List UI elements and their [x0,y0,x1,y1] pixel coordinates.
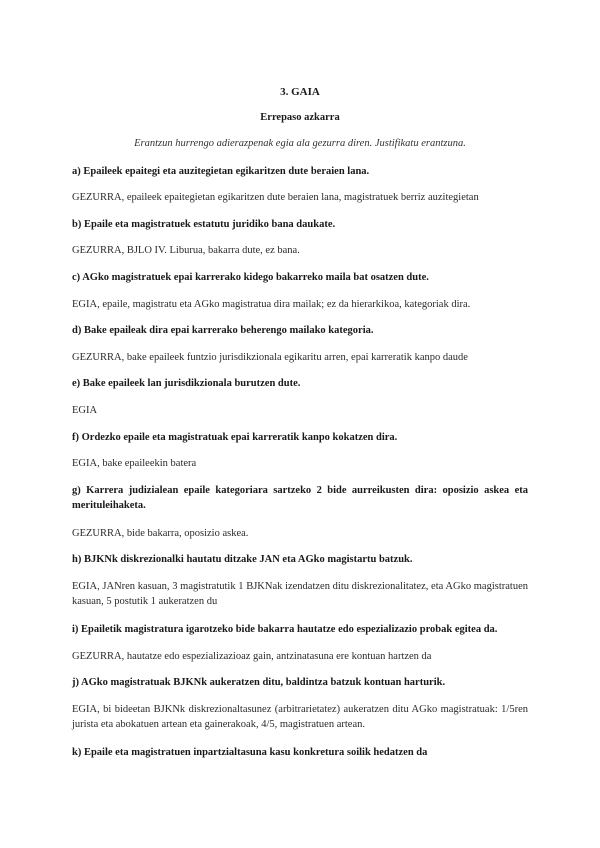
question-c: c) AGko magistratuek epai karrerako kidego bakarreko maila bat osatzen dute. [72,272,429,283]
question-g: g) Karrera judizialean epaile kategoriara sartzeko 2 bide aurreikusten dira: oposizio askea eta merituleihaketa. [72,485,528,511]
question-b: b) Epaile eta magistratuek estatutu juridiko bana daukate. [72,219,336,230]
question-k: k) Epaile eta magistratuen inpartzialtasuna kasu konkretura soilik hedatzen da [72,747,428,758]
answer-a: GEZURRA, epaileek epaitegietan egikaritzen dute beraien lana, magistratuek berriz auzitegietan [72,192,479,203]
page-title: 3. GAIA [280,86,320,98]
page-subtitle: Errepaso azkarra [260,112,340,123]
question-d: d) Bake epaileak dira epai karrerako beherengo mailako kategoria. [72,325,374,336]
question-h: h) BJKNk diskrezionalki hautatu ditzake JAN eta AGko magistartu batzuk. [72,554,413,565]
question-e: e) Bake epaileek lan jurisdikzionala burutzen dute. [72,378,301,389]
answer-g: GEZURRA, bide bakarra, oposizio askea. [72,528,249,539]
answer-h: EGIA, JANren kasuan, 3 magistratutik 1 BJKNak izendatzen ditu diskrezionalitatez, eta AGko magistratuen kasuan, 5 postutik 1 aukeratzen du [72,581,528,607]
question-j: j) AGko magistratuak BJKNk aukeratzen ditu, baldintza batzuk kontuan harturik. [72,677,446,688]
question-f: f) Ordezko epaile eta magistratuak epai karreratik kanpo kokatzen dira. [72,432,398,443]
answer-f: EGIA, bake epaileekin batera [72,458,197,469]
answer-c: EGIA, epaile, magistratu eta AGko magistratua dira mailak; ez da hierarkikoa, kategoriak dira. [72,299,471,310]
question-a: a) Epaileek epaitegi eta auzitegietan egikaritzen dute beraien lana. [72,166,370,177]
answer-d: GEZURRA, bake epaileek funtzio jurisdikzionala egikaritu arren, epai karreratik kanpo daude [72,352,468,363]
question-i: i) Epailetik magistratura igarotzeko bide bakarra hautatze edo espezializazio probak egitea da. [72,624,498,635]
instructions: Erantzun hurrengo adierazpenak egia ala gezurra diren. Justifikatu erantzuna. [134,138,466,149]
answer-i: GEZURRA, hautatze edo espezializazioaz gain, antzinatasuna ere kontuan hartzen da [72,651,432,662]
answer-b: GEZURRA, BJLO IV. Liburua, bakarra dute, ez bana. [72,245,300,256]
answer-e: EGIA [72,405,98,416]
answer-j: EGIA, bi bideetan BJKNk diskrezionaltasunez (arbitrarietatez) aukeratzen ditu AGko magistratuak: 1/5ren jurista eta abokatuen artean eta gainerakoak, 4/5, magistratuen artean. [72,704,528,730]
